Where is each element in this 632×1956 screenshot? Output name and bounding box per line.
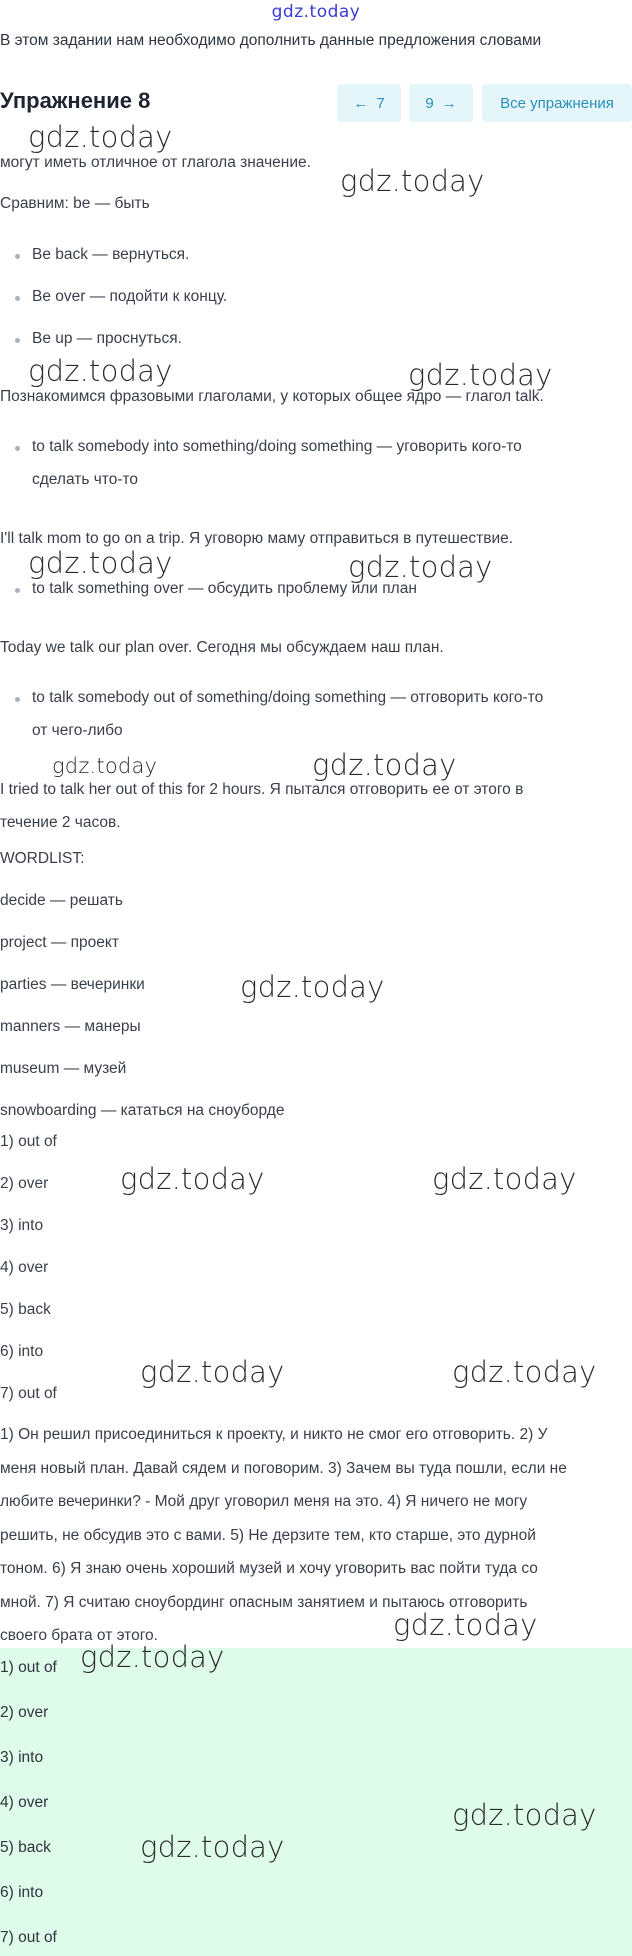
site-logo[interactable]: gdz.today <box>271 2 361 22</box>
watermark: gdz.today <box>120 1162 265 1196</box>
watermark: gdz.today <box>340 164 485 198</box>
bullet-icon <box>15 588 20 593</box>
answer-block-item: 1) out of <box>0 1659 57 1676</box>
translation-line: меня новый план. Давай сядем и поговорим. 3) Зачем вы туда пошли, если не <box>0 1460 567 1477</box>
wordlist-title: WORDLIST: <box>0 850 85 867</box>
watermark: gdz.today <box>240 970 385 1004</box>
answer-item: 7) out of <box>0 1385 57 1402</box>
watermark: gdz.today <box>348 550 493 584</box>
theory-line: могут иметь отличное от глагола значение. <box>0 154 311 171</box>
watermark: gdz.today <box>28 354 173 388</box>
translation-line: 1) Он решил присоединиться к проекту, и никто не смог его отговорить. 2) У <box>0 1426 548 1443</box>
answer-block-item: 5) back <box>0 1839 51 1856</box>
answer-block-item: 3) into <box>0 1749 44 1766</box>
translation-line: мной. 7) Я считаю сноубординг опасным занятием и пытаюсь отговорить <box>0 1594 528 1611</box>
translation-line: тоном. 6) Я знаю очень хороший музей и хочу уговорить вас пойти туда со <box>0 1560 538 1577</box>
answer-item: 6) into <box>0 1343 44 1360</box>
wordlist-item: decide — решать <box>0 892 123 909</box>
wordlist-item: parties — вечеринки <box>0 976 145 993</box>
list-item: to talk somebody into something/doing something — уговорить кого-то <box>32 438 522 455</box>
bullet-icon <box>15 697 20 702</box>
watermark: gdz.today <box>452 1798 597 1832</box>
example-sentence: Today we talk our plan over. Сегодня мы обсуждаем наш план. <box>0 639 444 656</box>
answer-item: 3) into <box>0 1217 44 1234</box>
compare-text: Сравним: be — быть <box>0 195 150 212</box>
answer-block-item: 4) over <box>0 1794 49 1811</box>
watermark: gdz.today <box>140 1830 285 1864</box>
list-item: to talk something over — обсудить проблему или план <box>32 580 417 597</box>
answer-item: 1) out of <box>0 1133 57 1150</box>
list-item: Be up — проснуться. <box>32 330 182 347</box>
wordlist-item: project — проект <box>0 934 119 951</box>
answer-item: 2) over <box>0 1175 49 1192</box>
list-item: Be over — подойти к концу. <box>32 288 228 305</box>
watermark: gdz.today <box>393 1608 538 1642</box>
list-item-continued: сделать что-то <box>32 471 139 488</box>
answer-block-item: 7) out of <box>0 1929 57 1946</box>
translation-line: любите вечеринки? - Мой друг уговорил меня на это. 4) Я ничего не могу <box>0 1493 528 1510</box>
wordlist-item: manners — манеры <box>0 1018 141 1035</box>
answer-block-item: 6) into <box>0 1884 44 1901</box>
watermark: gdz.today <box>140 1355 285 1389</box>
example-sentence: I'll talk mom to go on a trip. Я уговорю маму отправиться в путешествие. <box>0 530 514 547</box>
exercise-title: Упражнение 8 <box>0 88 151 113</box>
arrow-left-icon: ← <box>353 94 369 112</box>
bullet-icon <box>15 338 20 343</box>
list-item: to talk somebody out of something/doing something — отговорить кого-то <box>32 689 544 706</box>
talk-intro: Познакомимся фразовыми глаголами, у которых общее ядро — глагол talk. <box>0 388 544 405</box>
example-sentence: I tried to talk her out of this for 2 hours. Я пытался отговорить ее от этого в <box>0 781 524 798</box>
answer-block-item: 2) over <box>0 1704 49 1721</box>
list-item-continued: от чего-либо <box>32 722 123 739</box>
watermark: gdz.today <box>312 748 457 782</box>
watermark: gdz.today <box>432 1162 577 1196</box>
translation-line: своего брата от этого. <box>0 1627 158 1644</box>
translation-line: решить, не обсудив это с вами. 5) Не дерзите тем, кто старше, это дурной <box>0 1527 536 1544</box>
list-item: Be back — вернуться. <box>32 246 190 263</box>
prev-exercise-button[interactable] <box>337 84 401 122</box>
answer-item: 5) back <box>0 1301 51 1318</box>
intro-text: В этом задании нам необходимо дополнить данные предложения словами <box>0 32 542 49</box>
watermark: gdz.today <box>452 1355 597 1389</box>
watermark: gdz.today <box>52 754 158 778</box>
bullet-icon <box>15 296 20 301</box>
all-exercises-button[interactable]: Все упражнения <box>482 84 632 122</box>
answer-item: 4) over <box>0 1259 49 1276</box>
next-exercise-button[interactable] <box>409 84 473 122</box>
watermark: gdz.today <box>28 120 173 154</box>
arrow-right-icon: → <box>441 94 457 112</box>
watermark: gdz.today <box>80 1640 225 1674</box>
next-exercise-label: 9 <box>425 94 434 112</box>
wordlist-item: museum — музей <box>0 1060 127 1077</box>
bullet-icon <box>15 446 20 451</box>
prev-exercise-label: 7 <box>376 94 385 112</box>
example-sentence: течение 2 часов. <box>0 814 121 831</box>
wordlist-item: snowboarding — кататься на сноуборде <box>0 1102 285 1119</box>
watermark: gdz.today <box>28 546 173 580</box>
watermark: gdz.today <box>408 358 553 392</box>
bullet-icon <box>15 254 20 259</box>
